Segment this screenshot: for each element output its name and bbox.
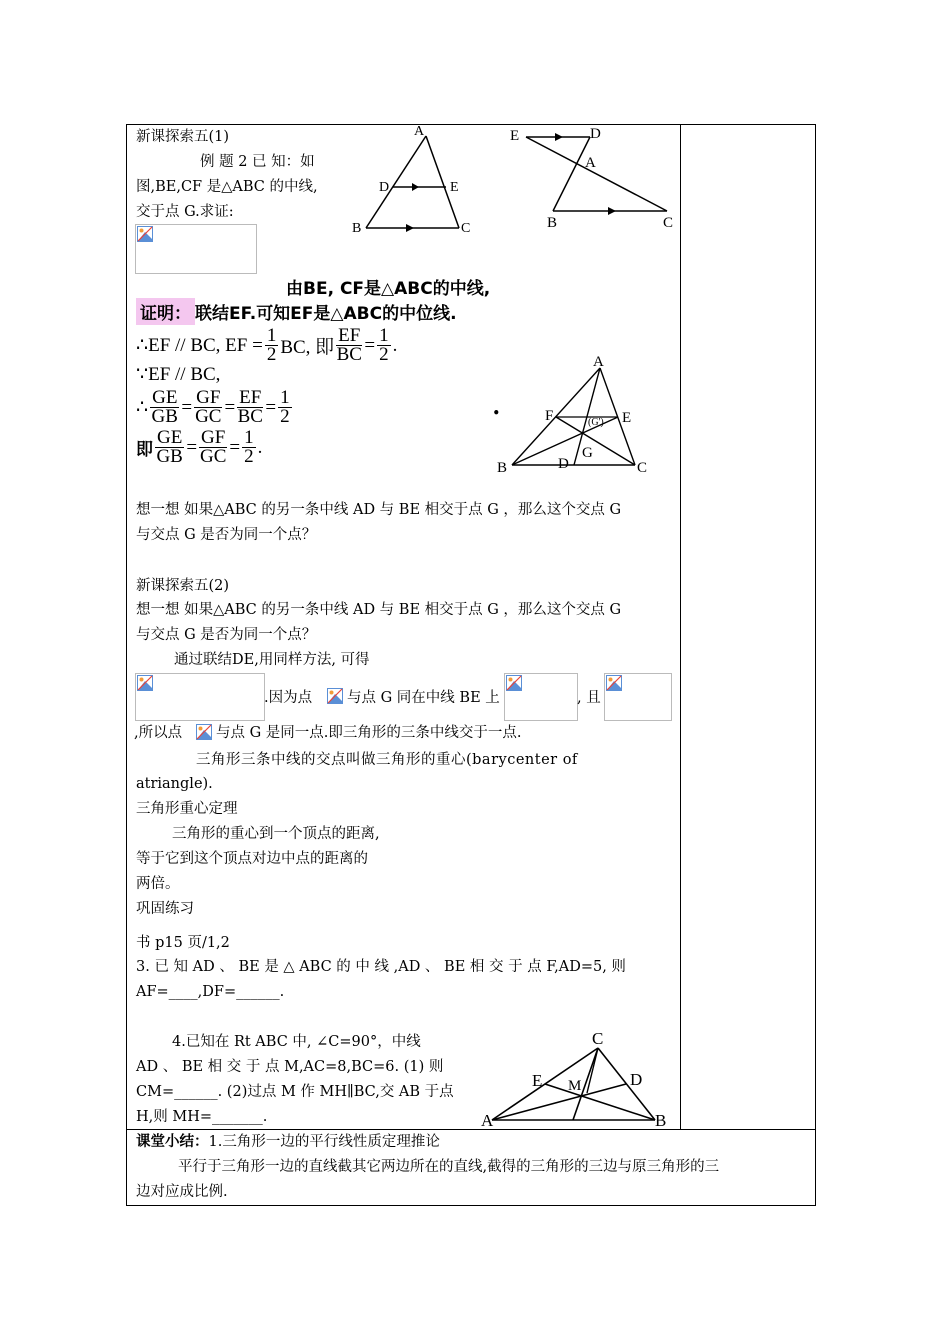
row-b-text: 与点 G 同在中线 BE 上 — [347, 690, 500, 706]
dot: . — [392, 334, 398, 356]
example-line-2: 图,BE,CF 是△ABC 的中线, — [136, 179, 318, 195]
row2-b-text: 与点 G 是同一点.即三角形的三条中线交于一点. — [216, 725, 522, 741]
proof-know-line: 可知EF是△ABC的中位线. — [256, 304, 457, 324]
eq-sign: = — [229, 436, 241, 458]
ge-gb-fraction-2 — [155, 429, 184, 466]
half-fraction-3 — [278, 389, 292, 426]
section2-heading: 新课探索五(2) — [136, 578, 230, 594]
question4-line1: 4.已知在 Rt ABC 中, ∠C=90°，中线 — [172, 1034, 421, 1050]
fig3-label-C: C — [637, 460, 648, 476]
half-num: 1 — [266, 325, 277, 346]
section2-line3: 通过联结DE,用同样方法, 可得 — [174, 652, 370, 668]
ge: GE — [157, 427, 183, 448]
ge: GE — [152, 387, 178, 408]
proof-therefore-1 — [136, 327, 397, 364]
gb: GB — [156, 446, 183, 467]
image-placeholder — [326, 687, 344, 705]
gf: GF — [196, 387, 221, 408]
summary-title-row — [136, 1131, 440, 1153]
question4-line3: CM=______. (2)过点 M 作 MH∥BC,交 AB 于点 — [136, 1084, 454, 1100]
think1-line2: 与交点 G 是否为同一个点？ — [136, 527, 317, 543]
eq-sign: = — [181, 396, 193, 418]
fig1-label-A: A — [414, 124, 425, 139]
example-line-3: 交于点 G.求证: — [136, 204, 234, 220]
half-num-3: 1 — [280, 387, 290, 408]
think1-line1: 想一想 如果△ABC 的另一条中线 AD 与 BE 相交于点 G ，那么这个交点 G — [136, 502, 622, 518]
half-fraction-2 — [377, 327, 391, 364]
half-den-3: 2 — [280, 406, 290, 427]
eq-sign: = — [186, 436, 198, 458]
section1-heading: 新课探索五(1) — [136, 129, 230, 145]
gf-gc-fraction-2 — [199, 429, 227, 466]
dot: . — [257, 436, 263, 458]
question3-line2: AF=____,DF=______. — [136, 984, 285, 1000]
triangle-figure-1 — [346, 124, 476, 239]
ef: EF — [239, 387, 262, 408]
proof-by-line: 由BE, CF是△ABC的中线, — [286, 279, 491, 299]
image-placeholder — [195, 723, 213, 741]
theorem-line2: 等于它到这个顶点对边中点的距离的 — [136, 851, 368, 867]
image-placeholder — [135, 224, 257, 274]
column-divider — [680, 124, 681, 1129]
fig2-label-B: B — [547, 215, 558, 231]
gf: GF — [201, 427, 226, 448]
ef-bc-fraction — [336, 327, 362, 364]
fig2-label-A: A — [585, 155, 596, 171]
ef-bc-fraction-2 — [237, 389, 263, 426]
row-divider — [126, 1129, 816, 1130]
centroid-figure-3 — [492, 350, 667, 478]
bc-ji-text: BC, 即 — [280, 337, 335, 358]
eq-sign: = — [265, 396, 277, 418]
fig3-label-F: F — [545, 408, 554, 424]
broken-image-icon — [506, 675, 522, 691]
half-den: 2 — [266, 344, 277, 365]
summary-label: 课堂小结： — [136, 1133, 209, 1150]
fig1-label-E: E — [450, 180, 459, 195]
proof-therefore-2 — [136, 389, 294, 426]
row-c-text: , 且 — [577, 690, 601, 706]
fig1-label-B: B — [352, 221, 362, 236]
fig4-label-A: A — [481, 1111, 494, 1129]
ge-gb-fraction — [150, 389, 179, 426]
therefore-symbol: ∴ — [136, 397, 149, 418]
fig4-label-C: C — [592, 1029, 604, 1048]
bc-den: BC — [336, 344, 362, 365]
fig1-label-D: D — [379, 180, 390, 195]
image-placeholder — [604, 673, 672, 721]
example-line-1: 例 题 2 已 知：如 — [200, 154, 315, 170]
proof-row — [136, 298, 457, 325]
ef-num: EF — [338, 325, 361, 346]
ji-text: 即 — [136, 440, 153, 460]
theorem-line1: 三角形的重心到一个顶点的距离, — [172, 826, 380, 842]
section2-line1: 想一想 如果△ABC 的另一条中线 AD 与 BE 相交于点 G ，那么这个交点 G — [136, 602, 622, 618]
bc: BC — [237, 406, 263, 427]
question4-line2: AD 、 BE 相 交 于 点 M,AC=8,BC=6. (1) 则 — [136, 1059, 444, 1075]
proof-connect: 联结EF. — [195, 304, 257, 324]
half-num-2: 1 — [379, 325, 389, 346]
fig4-label-D: D — [630, 1070, 643, 1089]
book-reference: 书 p15 页/1,2 — [136, 935, 230, 951]
theorem-title: 三角形重心定理 — [136, 801, 238, 817]
summary-line1: 平行于三角形一边的直线截其它两边所在的直线,截得的三角形的三边与原三角形的三 — [178, 1159, 720, 1175]
fig2-label-C: C — [663, 215, 674, 231]
fig4-label-E: E — [532, 1071, 543, 1090]
half-den-2: 2 — [379, 344, 389, 365]
table-right-border — [815, 124, 816, 1206]
fig3-label-B: B — [497, 460, 508, 476]
half-fraction-4 — [242, 429, 256, 466]
proof-ji-line — [136, 429, 262, 466]
fig3-label-G2: (G') — [588, 417, 604, 428]
half-num-4: 1 — [244, 427, 254, 448]
therefore-text: ∴EF // BC, EF = — [136, 335, 263, 356]
fig4-label-M: M — [568, 1078, 582, 1094]
fig3-label-E: E — [622, 410, 632, 426]
broken-image-icon — [606, 675, 622, 691]
half-den-4: 2 — [244, 446, 254, 467]
gc: GC — [199, 446, 227, 467]
row2-a-text: ,所以点 — [134, 725, 183, 741]
image-placeholder — [504, 673, 578, 721]
section2-line2: 与交点 G 是否为同一个点？ — [136, 627, 317, 643]
question4-line4: H,则 MH=_______. — [136, 1109, 268, 1125]
broken-image-icon — [327, 688, 343, 704]
right-triangle-figure-4 — [478, 1026, 673, 1129]
half-fraction — [265, 327, 279, 364]
barycenter-line1: 三角形三条中线的交点叫做三角形的重心(barycenter of — [196, 752, 578, 768]
broken-image-icon — [137, 226, 153, 242]
fig2-label-D: D — [590, 126, 601, 142]
stray-bullet: • — [492, 406, 501, 422]
theorem-line3: 两倍。 — [136, 876, 180, 892]
fig4-label-B: B — [655, 1111, 667, 1129]
fig3-label-A: A — [593, 354, 604, 370]
table-bottom-border — [126, 1205, 816, 1206]
bowtie-figure-2 — [505, 124, 680, 234]
summary-line2: 边对应成比例. — [136, 1184, 228, 1200]
table-left-border — [126, 124, 127, 1206]
row-a-text: .因为点 — [264, 690, 313, 706]
summary-title: 1.三角形一边的平行线性质定理推论 — [208, 1134, 440, 1150]
proof-because: ∵EF // BC, — [136, 364, 221, 385]
fig3-label-D: D — [558, 456, 569, 472]
broken-image-icon — [196, 724, 212, 740]
gf-gc-fraction — [194, 389, 222, 426]
broken-image-icon — [137, 675, 153, 691]
proof-label: 证明： — [136, 298, 195, 325]
fig3-label-G: G — [582, 445, 593, 461]
fig2-label-E: E — [510, 128, 520, 144]
gb: GB — [151, 406, 178, 427]
eq-sign: = — [224, 396, 236, 418]
practice-heading: 巩固练习 — [136, 901, 194, 917]
barycenter-line2: atriangle). — [136, 776, 213, 792]
image-placeholder — [135, 673, 265, 721]
eq-sign: = — [364, 334, 376, 356]
fig1-label-C: C — [461, 221, 471, 236]
question3-line1: 3. 已 知 AD 、 BE 是 △ ABC 的 中 线 ,AD 、 BE 相 交 于 点 F,AD=5, 则 — [136, 959, 626, 975]
gc: GC — [195, 406, 222, 427]
